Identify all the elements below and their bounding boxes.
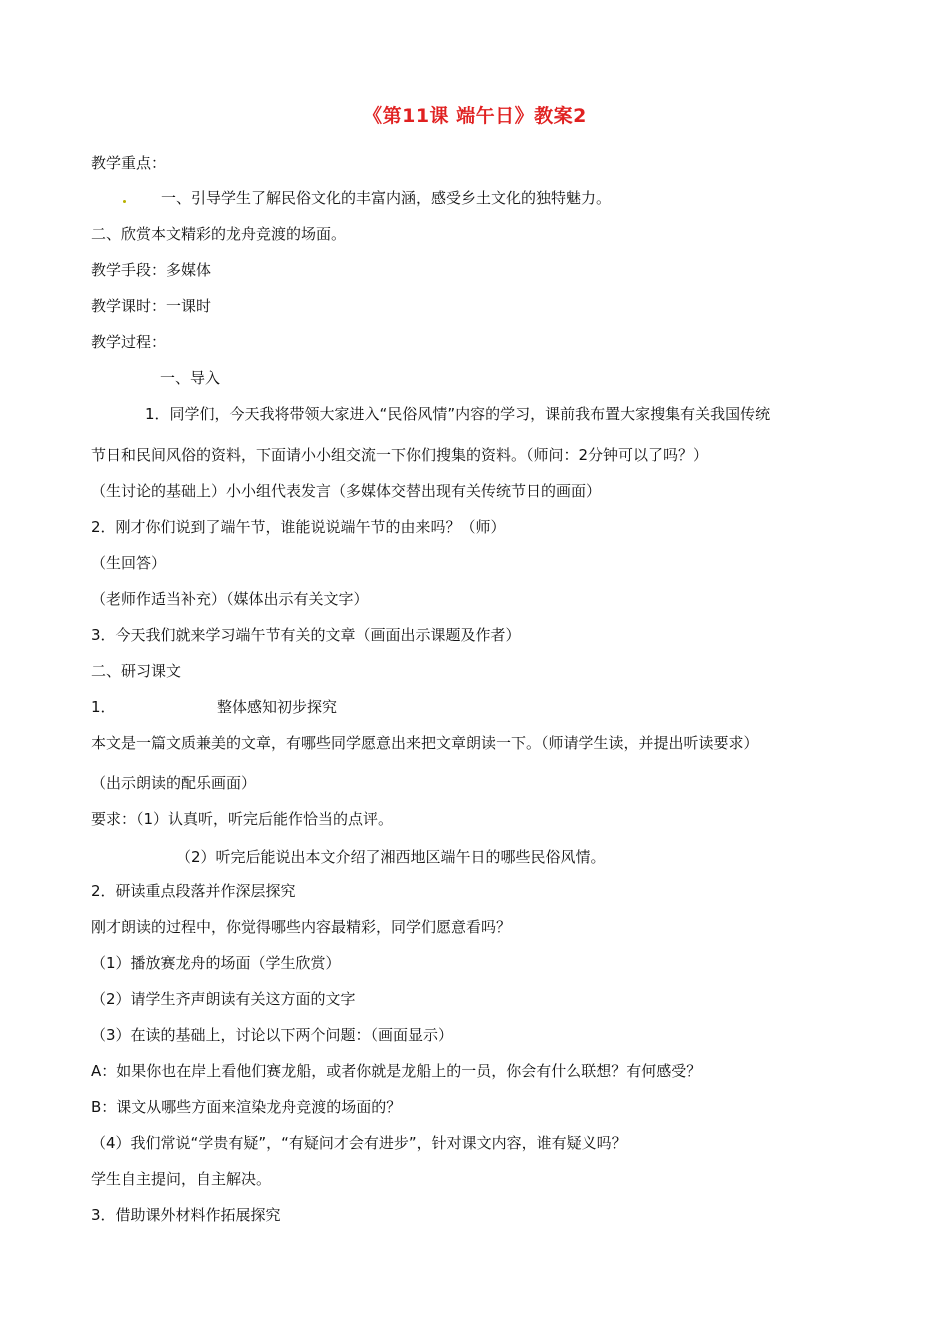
text-line: 要求：（1）认真听，听完后能作恰当的点评。 bbox=[91, 810, 394, 828]
text-line: 节日和民间风俗的资料，下面请小小组交流一下你们搜集的资料。（师问：2分钟可以了吗？） bbox=[91, 446, 709, 464]
text-line: 教学重点： bbox=[91, 154, 167, 172]
text-line: （生回答） bbox=[91, 554, 167, 572]
section-heading: 二、研习课文 bbox=[91, 662, 182, 680]
text-line: 一、导入 bbox=[160, 369, 221, 387]
document-title: 《第11课 端午日》教案2 bbox=[363, 105, 587, 127]
text-line: （2）请学生齐声朗读有关这方面的文字 bbox=[91, 990, 356, 1008]
text-line: 教学课时：一课时 bbox=[91, 297, 212, 315]
text-line: （老师作适当补充）（媒体出示有关文字） bbox=[91, 590, 369, 608]
text-line: 整体感知初步探究 bbox=[217, 698, 338, 716]
text-line: 刚才朗读的过程中，你觉得哪些内容最精彩，同学们愿意看吗？ bbox=[91, 918, 512, 936]
text-line: 1．同学们，今天我将带领大家进入“民俗风情”内容的学习，课前我布置大家搜集有关我国传统 bbox=[145, 405, 771, 423]
text-line: 3．借助课外材料作拓展探究 bbox=[91, 1206, 281, 1224]
text-line: B：课文从哪些方面来渲染龙舟竞渡的场面的？ bbox=[91, 1098, 402, 1116]
text-line: 3．今天我们就来学习端午节有关的文章（画面出示课题及作者） bbox=[91, 626, 521, 644]
text-line: 二、欣赏本文精彩的龙舟竞渡的场面。 bbox=[91, 225, 347, 243]
text-line: （出示朗读的配乐画面） bbox=[91, 774, 257, 792]
list-number: 1． bbox=[91, 698, 116, 716]
text-line: （3）在读的基础上，讨论以下两个问题：（画面显示） bbox=[91, 1026, 454, 1044]
text-line: 教学过程： bbox=[91, 333, 167, 351]
text-line: 教学手段：多媒体 bbox=[91, 261, 212, 279]
text-line: （2）听完后能说出本文介绍了湘西地区端午日的哪些民俗风情。 bbox=[176, 848, 606, 866]
text-line: 2．刚才你们说到了端午节，谁能说说端午节的由来吗？（师） bbox=[91, 518, 506, 536]
text-line: 2．研读重点段落并作深层探究 bbox=[91, 882, 296, 900]
text-line: 一、引导学生了解民俗文化的丰富内涵，感受乡土文化的独特魅力。 bbox=[161, 189, 612, 207]
text-line: 学生自主提问，自主解决。 bbox=[91, 1170, 272, 1188]
text-line: （4）我们常说“学贵有疑”，“有疑问才会有进步”，针对课文内容，谁有疑义吗？ bbox=[91, 1134, 627, 1152]
text-line: A：如果你也在岸上看他们赛龙船，或者你就是龙船上的一员，你会有什么联想？有何感受？ bbox=[91, 1062, 702, 1080]
text-line: （1）播放赛龙舟的场面（学生欣赏） bbox=[91, 954, 341, 972]
text-line: （生讨论的基础上）小小组代表发言（多媒体交替出现有关传统节日的画面） bbox=[91, 482, 602, 500]
margin-mark bbox=[123, 200, 126, 203]
text-line: 本文是一篇文质兼美的文章，有哪些同学愿意出来把文章朗读一下。（师请学生读，并提出听读要求） bbox=[91, 734, 759, 752]
